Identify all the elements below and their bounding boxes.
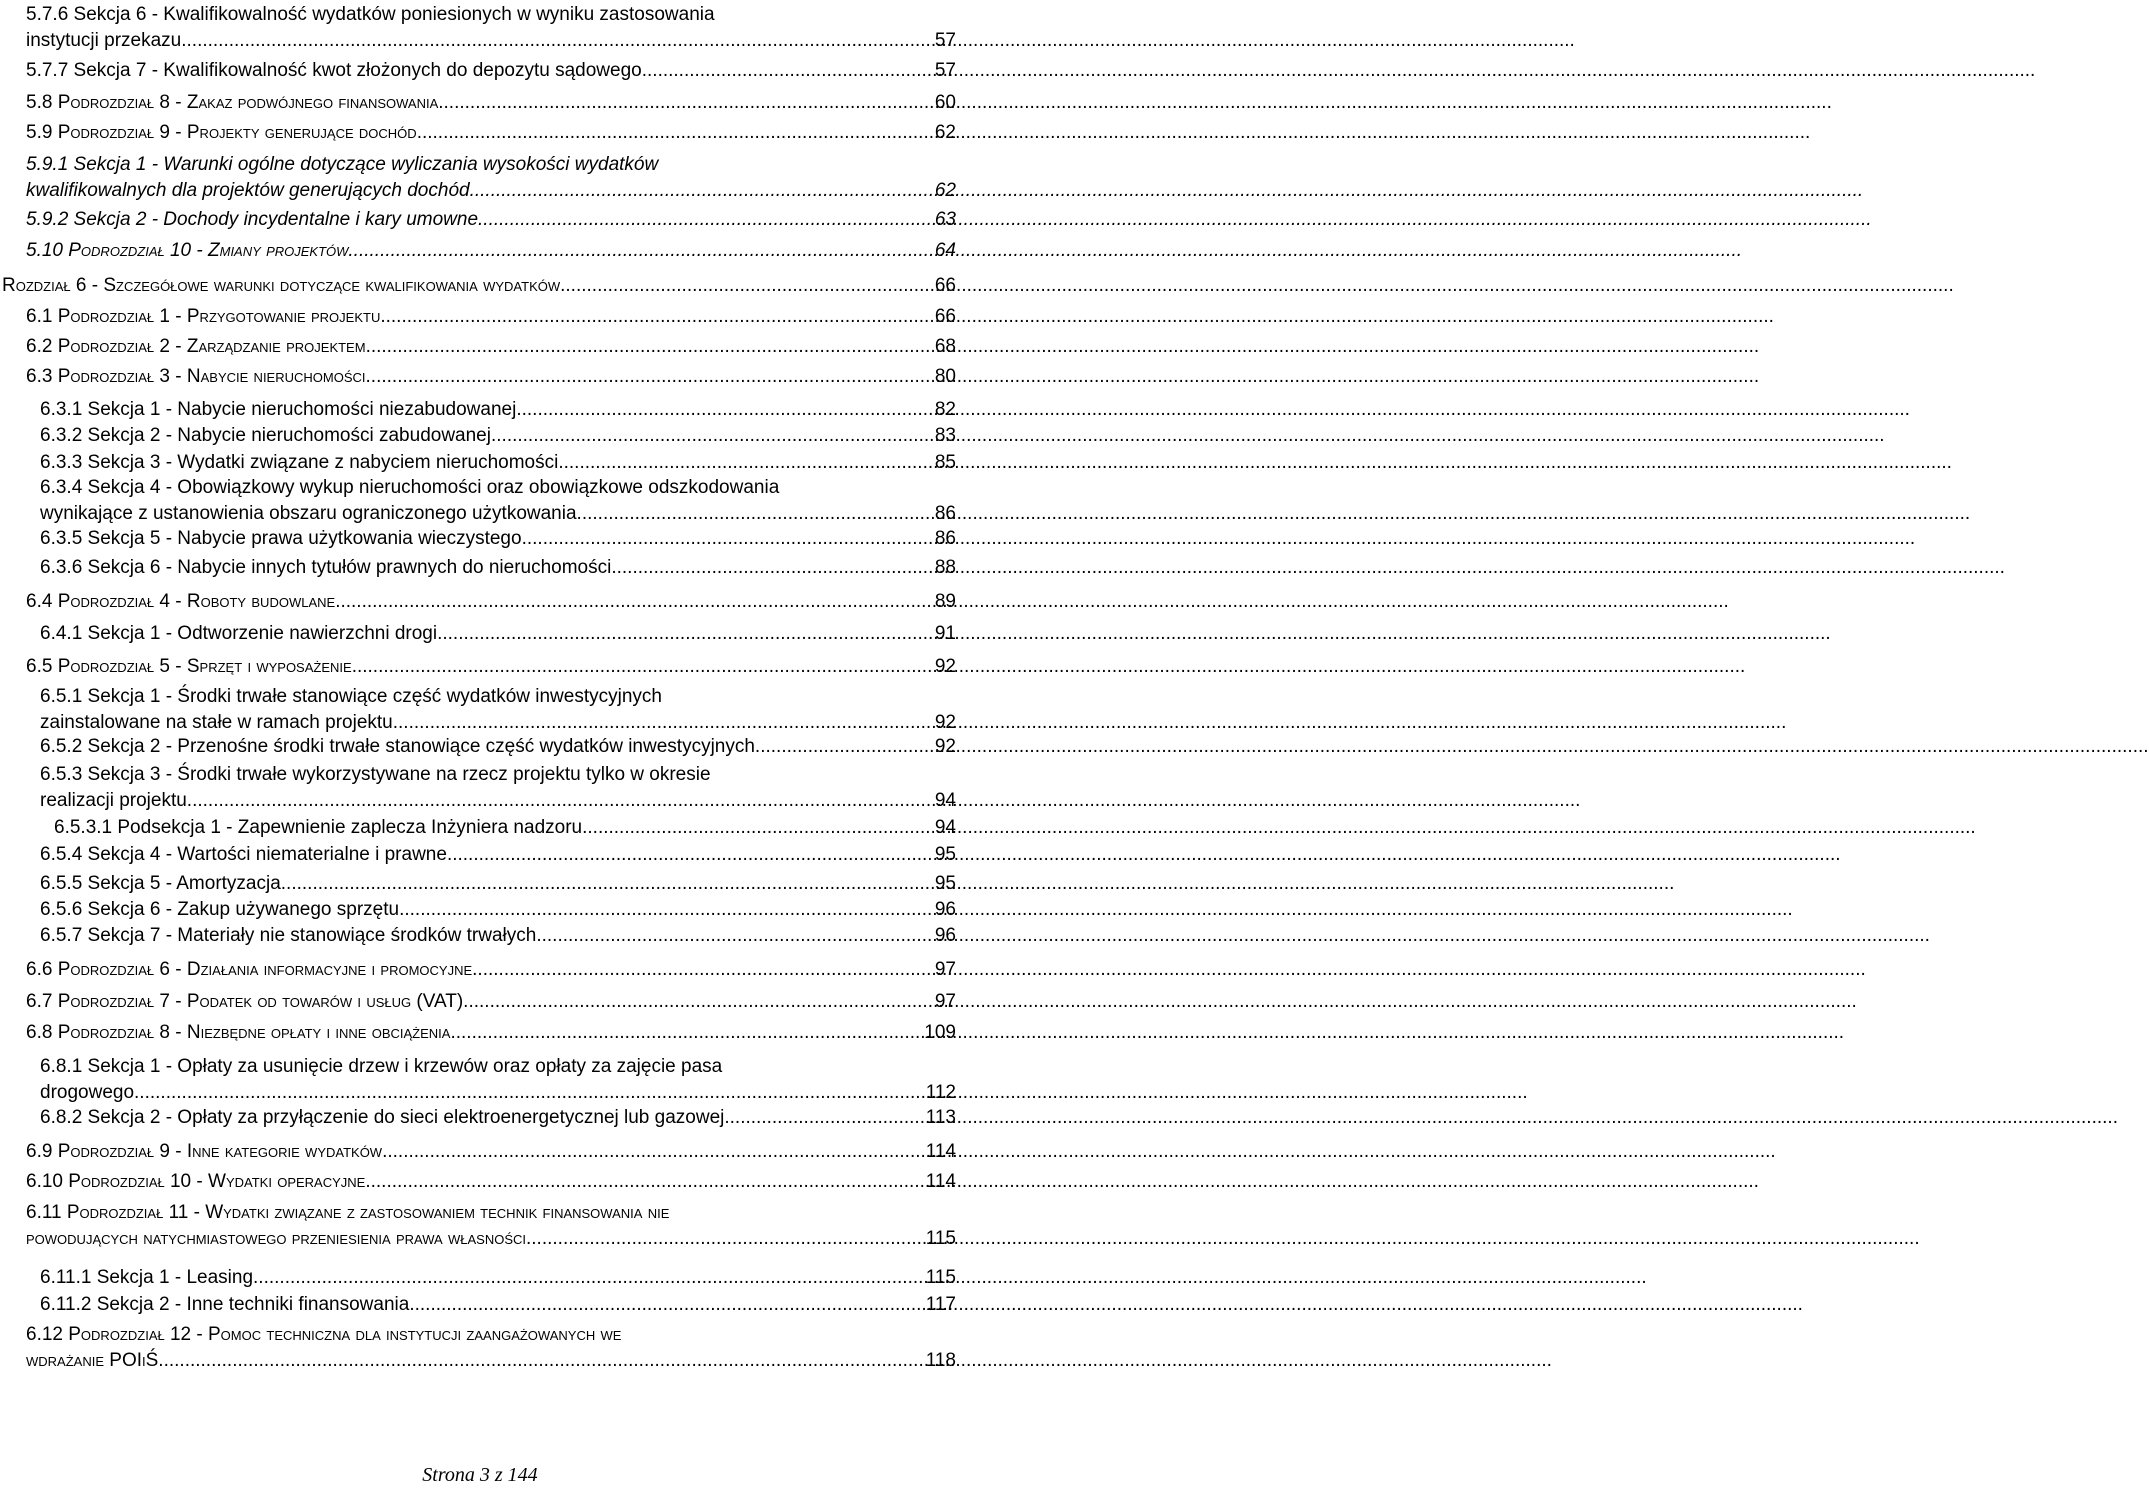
toc-entry-title: 5.9 Podrozdział 9 - Projekty generujące dochód: [26, 122, 417, 143]
toc-entry[interactable]: [26, 589, 956, 615]
dot-leader: [536, 923, 933, 949]
dot-leader: [560, 273, 933, 299]
toc-entry[interactable]: [26, 1105, 956, 1131]
toc-entry[interactable]: [26, 450, 956, 476]
toc-entry-title: 6.5 Podrozdział 5 - Sprzęt i wyposażenie: [26, 656, 352, 677]
dot-leader: [380, 304, 933, 330]
toc-page-number: 62: [934, 122, 956, 143]
toc-entry[interactable]: [26, 58, 956, 84]
toc-entry-title: kwalifikowalnych dla projektów generujących dochód: [26, 180, 470, 201]
dot-leader: [253, 1265, 924, 1291]
dot-leader: [417, 120, 933, 146]
toc-page-number: 80: [934, 366, 956, 387]
toc-entry-title: 6.8.2 Sekcja 2 - Opłaty za przyłączenie do sieci elektroenergetycznej lub gazowej: [40, 1107, 725, 1128]
toc-entry[interactable]: [26, 238, 956, 264]
dot-leader: [399, 897, 933, 923]
toc-entry[interactable]: [26, 1200, 956, 1252]
toc-entry-title: 5.7.7 Sekcja 7 - Kwalifikowalność kwot złożonych do depozytu sądowego: [26, 60, 642, 81]
toc-entry[interactable]: [26, 923, 956, 949]
toc-page-number: 86: [934, 528, 956, 549]
toc-page-number: 109: [924, 1022, 956, 1043]
toc-page-number: 118: [925, 1350, 956, 1371]
toc-entry[interactable]: [26, 304, 956, 330]
toc-entry-title: 6.3.6 Sekcja 6 - Nabycie innych tytułów prawnych do nieruchomości: [40, 557, 612, 578]
dot-leader: [281, 871, 933, 897]
dot-leader: [526, 1226, 924, 1252]
toc-entry[interactable]: [26, 654, 956, 680]
toc-entry[interactable]: [26, 842, 956, 868]
toc-page-number: 66: [934, 306, 956, 327]
toc-entry-title: 6.5.2 Sekcja 2 - Przenośne środki trwałe stanowiące część wydatków inwestycyjnych: [40, 736, 755, 757]
toc-page-number: 112: [925, 1082, 956, 1103]
toc-page-number: 85: [934, 452, 956, 473]
dot-leader: [491, 423, 933, 449]
dot-leader: [478, 207, 933, 233]
toc-entry-title: 6.3.5 Sekcja 5 - Nabycie prawa użytkowania wieczystego: [40, 528, 522, 549]
toc-page-number: 92: [934, 656, 956, 677]
toc-entry[interactable]: [26, 334, 956, 360]
toc-page-number: 92: [934, 736, 956, 757]
toc-entry[interactable]: [26, 1322, 956, 1374]
toc-page-number: 94: [934, 790, 956, 811]
toc-entry[interactable]: [26, 120, 956, 146]
toc-entry-title: drogowego: [40, 1082, 135, 1103]
toc-entry[interactable]: [26, 397, 956, 423]
toc-entry[interactable]: [26, 475, 956, 527]
toc-entry[interactable]: [26, 526, 956, 552]
toc-page-number: 60: [934, 92, 956, 113]
toc-entry-title: 6.5.4 Sekcja 4 - Wartości niematerialne i prawne: [40, 844, 447, 865]
toc-page-number: 92: [934, 712, 956, 733]
toc-page-number: 63: [934, 209, 956, 230]
dot-leader: [472, 957, 933, 983]
toc-entry-title: 6.11.2 Sekcja 2 - Inne techniki finansowania: [40, 1294, 410, 1315]
toc-page-number: 68: [934, 336, 956, 357]
toc-entry[interactable]: [26, 621, 956, 647]
toc-entry-title: zainstalowane na stałe w ramach projektu: [40, 712, 393, 733]
toc-entry-title: 6.7 Podrozdział 7 - Podatek od towarów i usług (VAT): [26, 991, 464, 1012]
toc-entry-title: Rozdział 6 - Szczegółowe warunki dotyczące kwalifikowania wydatków: [2, 275, 561, 296]
dot-leader: [724, 1105, 923, 1131]
toc-entry[interactable]: [26, 2, 956, 54]
dot-leader: [516, 397, 933, 423]
dot-leader: [438, 90, 933, 116]
toc-entry-title: 6.5.1 Sekcja 1 - Środki trwałe stanowiące część wydatków inwestycyjnych: [40, 686, 662, 707]
toc-entry[interactable]: [26, 815, 956, 841]
toc-entry-title: 6.3.2 Sekcja 2 - Nabycie nieruchomości zabudowanej: [40, 425, 491, 446]
toc-page-number: 115: [925, 1267, 956, 1288]
toc-entry[interactable]: [26, 1265, 956, 1291]
toc-entry-title: 6.8.1 Sekcja 1 - Opłaty za usunięcie drzew i krzewów oraz opłaty za zajęcie pasa: [40, 1056, 723, 1077]
toc-entry-title: 6.5.7 Sekcja 7 - Materiały nie stanowiące środków trwałych: [40, 925, 537, 946]
toc-page-number: 89: [934, 591, 956, 612]
dot-leader: [382, 1139, 924, 1165]
dot-leader: [522, 526, 933, 552]
dot-leader: [558, 450, 933, 476]
dot-leader: [366, 334, 933, 360]
toc-page-number: 94: [934, 817, 956, 838]
toc-entry[interactable]: [26, 762, 956, 814]
toc-entry-title: 6.11 Podrozdział 11 - Wydatki związane z zastosowaniem technik finansowania nie: [26, 1202, 670, 1223]
toc-page-number: 96: [934, 925, 956, 946]
toc-entry[interactable]: [26, 423, 956, 449]
dot-leader: [365, 1169, 923, 1195]
toc-page-number: 95: [934, 873, 956, 894]
toc-page-number: 95: [934, 844, 956, 865]
dot-leader: [611, 555, 933, 581]
dot-leader: [450, 1020, 922, 1046]
toc-entry[interactable]: [26, 207, 956, 233]
toc-entry-title: 6.11.1 Sekcja 1 - Leasing: [40, 1267, 254, 1288]
dot-leader: [348, 238, 932, 264]
toc-page-number: 114: [925, 1171, 956, 1192]
toc-entry[interactable]: [26, 152, 956, 204]
toc-entry[interactable]: [26, 1139, 956, 1165]
dot-leader: [755, 734, 933, 760]
toc-entry-title: 6.1 Podrozdział 1 - Przygotowanie projektu: [26, 306, 381, 327]
toc-page-number: 62: [934, 180, 956, 201]
toc-page-number: 96: [934, 899, 956, 920]
toc-entry[interactable]: [26, 734, 956, 760]
dot-leader: [447, 842, 933, 868]
toc-entry-title: 5.7.6 Sekcja 6 - Kwalifikowalność wydatków poniesionych w wyniku zastosowania: [26, 4, 715, 25]
toc-entry-title: 6.3.3 Sekcja 3 - Wydatki związane z nabyciem nieruchomości: [40, 452, 559, 473]
toc-page-number: 114: [925, 1141, 956, 1162]
toc-entry-title: 6.2 Podrozdział 2 - Zarządzanie projektem: [26, 336, 366, 357]
toc-entry-title: 6.4 Podrozdział 4 - Roboty budowlane: [26, 591, 336, 612]
toc-entry-title: wdrażanie POIiŚ: [26, 1350, 159, 1371]
toc-entry[interactable]: [2, 273, 956, 299]
toc-entry-title: 6.5.3.1 Podsekcja 1 - Zapewnienie zaplecza Inżyniera nadzoru: [54, 817, 583, 838]
dot-leader: [463, 989, 933, 1015]
dot-leader: [134, 1080, 924, 1106]
toc-entry-title: 6.6 Podrozdział 6 - Działania informacyjne i promocyjne: [26, 959, 473, 980]
toc-page-number: 83: [934, 425, 956, 446]
toc-page-number: 64: [934, 240, 956, 261]
toc-entry[interactable]: [26, 957, 956, 983]
table-of-contents: [2, 0, 956, 1420]
dot-leader: [577, 501, 933, 527]
toc-entry-title: powodujących natychmiastowego przeniesienia prawa własności: [26, 1228, 526, 1249]
toc-entry[interactable]: [26, 897, 956, 923]
toc-page-number: 97: [934, 959, 956, 980]
dot-leader: [437, 621, 933, 647]
toc-entry[interactable]: [26, 684, 956, 736]
toc-entry-title: realizacji projektu: [40, 790, 187, 811]
toc-page-number: 86: [934, 503, 956, 524]
toc-entry-title: 6.12 Podrozdział 12 - Pomoc techniczna dla instytucji zaangażowanych we: [26, 1324, 622, 1345]
toc-page-number: 66: [934, 275, 956, 296]
toc-entry-title: 5.8 Podrozdział 8 - Zakaz podwójnego finansowania: [26, 92, 439, 113]
dot-leader: [582, 815, 933, 841]
toc-entry-title: 6.3.1 Sekcja 1 - Nabycie nieruchomości niezabudowanej: [40, 399, 517, 420]
toc-entry[interactable]: [26, 1054, 956, 1106]
dot-leader: [366, 364, 933, 390]
toc-entry[interactable]: [26, 871, 956, 897]
toc-entry[interactable]: [26, 1169, 956, 1195]
toc-entry[interactable]: [26, 90, 956, 116]
toc-page-number: 82: [934, 399, 956, 420]
toc-entry[interactable]: [26, 364, 956, 390]
toc-page-number: 113: [925, 1107, 956, 1128]
toc-entry[interactable]: [26, 1020, 956, 1046]
toc-entry[interactable]: [26, 1292, 956, 1318]
toc-entry[interactable]: [26, 555, 956, 581]
dot-leader: [158, 1348, 923, 1374]
toc-entry-title: 5.9.2 Sekcja 2 - Dochody incydentalne i kary umowne: [26, 209, 479, 230]
dot-leader: [470, 178, 933, 204]
toc-entry-title: 6.3.4 Sekcja 4 - Obowiązkowy wykup nieruchomości oraz obowiązkowe odszkodowania: [40, 477, 780, 498]
toc-entry-title: 6.5.6 Sekcja 6 - Zakup używanego sprzętu: [40, 899, 400, 920]
dot-leader: [187, 788, 933, 814]
dot-leader: [409, 1292, 923, 1318]
dot-leader: [335, 589, 933, 615]
toc-entry-title: wynikające z ustanowienia obszaru ograniczonego użytkowania: [40, 503, 577, 524]
toc-entry-title: 6.3 Podrozdział 3 - Nabycie nieruchomości: [26, 366, 366, 387]
toc-entry-title: 6.10 Podrozdział 10 - Wydatki operacyjne: [26, 1171, 366, 1192]
dot-leader: [352, 654, 933, 680]
toc-entry[interactable]: [26, 989, 956, 1015]
toc-page-number: 91: [934, 623, 956, 644]
toc-entry-title: 6.9 Podrozdział 9 - Inne kategorie wydatków: [26, 1141, 383, 1162]
toc-entry-title: 6.4.1 Sekcja 1 - Odtworzenie nawierzchni drogi: [40, 623, 438, 644]
toc-entry-title: 6.5.3 Sekcja 3 - Środki trwałe wykorzystywane na rzecz projektu tylko w okresie: [40, 764, 711, 785]
toc-page-number: 117: [925, 1294, 956, 1315]
toc-entry-title: 5.9.1 Sekcja 1 - Warunki ogólne dotyczące wyliczania wysokości wydatków: [26, 154, 659, 175]
page-footer: Strona 3 z 144: [422, 1464, 538, 1486]
toc-entry-title: 6.5.5 Sekcja 5 - Amortyzacja: [40, 873, 281, 894]
toc-entry-title: 5.10 Podrozdział 10 - Zmiany projektów: [26, 240, 349, 261]
toc-page-number: 115: [925, 1228, 956, 1249]
toc-page-number: 97: [934, 991, 956, 1012]
dot-leader: [181, 28, 933, 54]
dot-leader: [642, 58, 933, 84]
toc-entry-title: instytucji przekazu: [26, 30, 182, 51]
toc-page-number: 88: [934, 557, 956, 578]
dot-leader: [393, 710, 933, 736]
toc-page-number: 57: [934, 30, 956, 51]
toc-page-number: 57: [934, 60, 956, 81]
toc-entry-title: 6.8 Podrozdział 8 - Niezbędne opłaty i inne obciążenia: [26, 1022, 451, 1043]
